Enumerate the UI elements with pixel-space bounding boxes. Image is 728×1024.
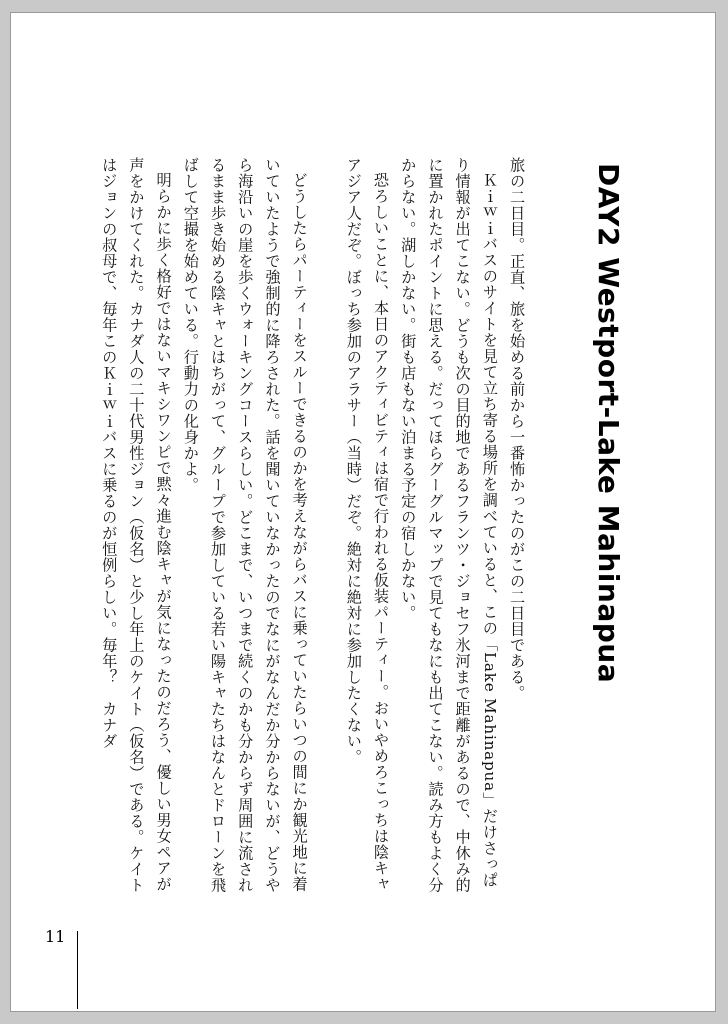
page-number: 11: [45, 927, 66, 946]
paragraph: 明らかに歩く格好ではないマキシワンピで黙々進む陰キャが気になったのだろう、優しい男女ペアが声をかけてくれた。カナダ人の二十代男性ジョン（仮名）と少し年上のケイト（仮名）である。ケイトはジョンの叔母で、毎年このＫｉｗｉバスに乗るのが恒例らしい。毎年？ カナダ: [100, 157, 173, 893]
body-text: [95, 157, 530, 899]
book-page: [10, 12, 716, 1012]
section-break: [313, 157, 340, 899]
paragraph: Ｋｉｗｉバスのサイトを見て立ち寄る場所を調べていると、この「Lake Mahinapua」だけさっぱり情報が出てこない。どうも次の目的地であるフランツ・ジョセフ氷河まで距離があるので、中休み的に置かれたポイントに思える。だってほらグーグルマップで見てもなにも出てこない。読み方もよく分からない。湖しかない。街も店もない泊まる予定の宿しかない。: [399, 157, 499, 893]
paragraph: 旅の二日目。正直、旅を始める前から一番怖かったのがこの二日目である。: [508, 157, 527, 701]
chapter-title: DAY2 Westport-Lake Mahinapua: [592, 163, 625, 684]
paragraph: どうしたらパーティーをスルーできるのかを考えながらバスに乗っていたらいつの間にか観光地に着いていたようで強制的に降ろされた。話を聞いていなかったのでなにがなんだか分からないが、どうやら海沿いの崖を歩くウォーキングコースらしい。どこまで、いつまで続くのかも分からず周囲に流されるまま歩き始める陰キャとはちがって、グループで参加している若い陽キャたちはなんとドローンを飛ばして空撮を始めている。行動力の化身かよ。: [181, 157, 309, 893]
page-number-rule: [77, 931, 78, 1009]
paragraph: 恐ろしいことに、本日のアクティビティは宿で行われる仮装パーティー。おいやめろこっちは陰キャアジア人だぞ。ぼっち参加のアラサー（当時）だぞ。絶対に絶対に参加したくない。: [344, 157, 391, 893]
